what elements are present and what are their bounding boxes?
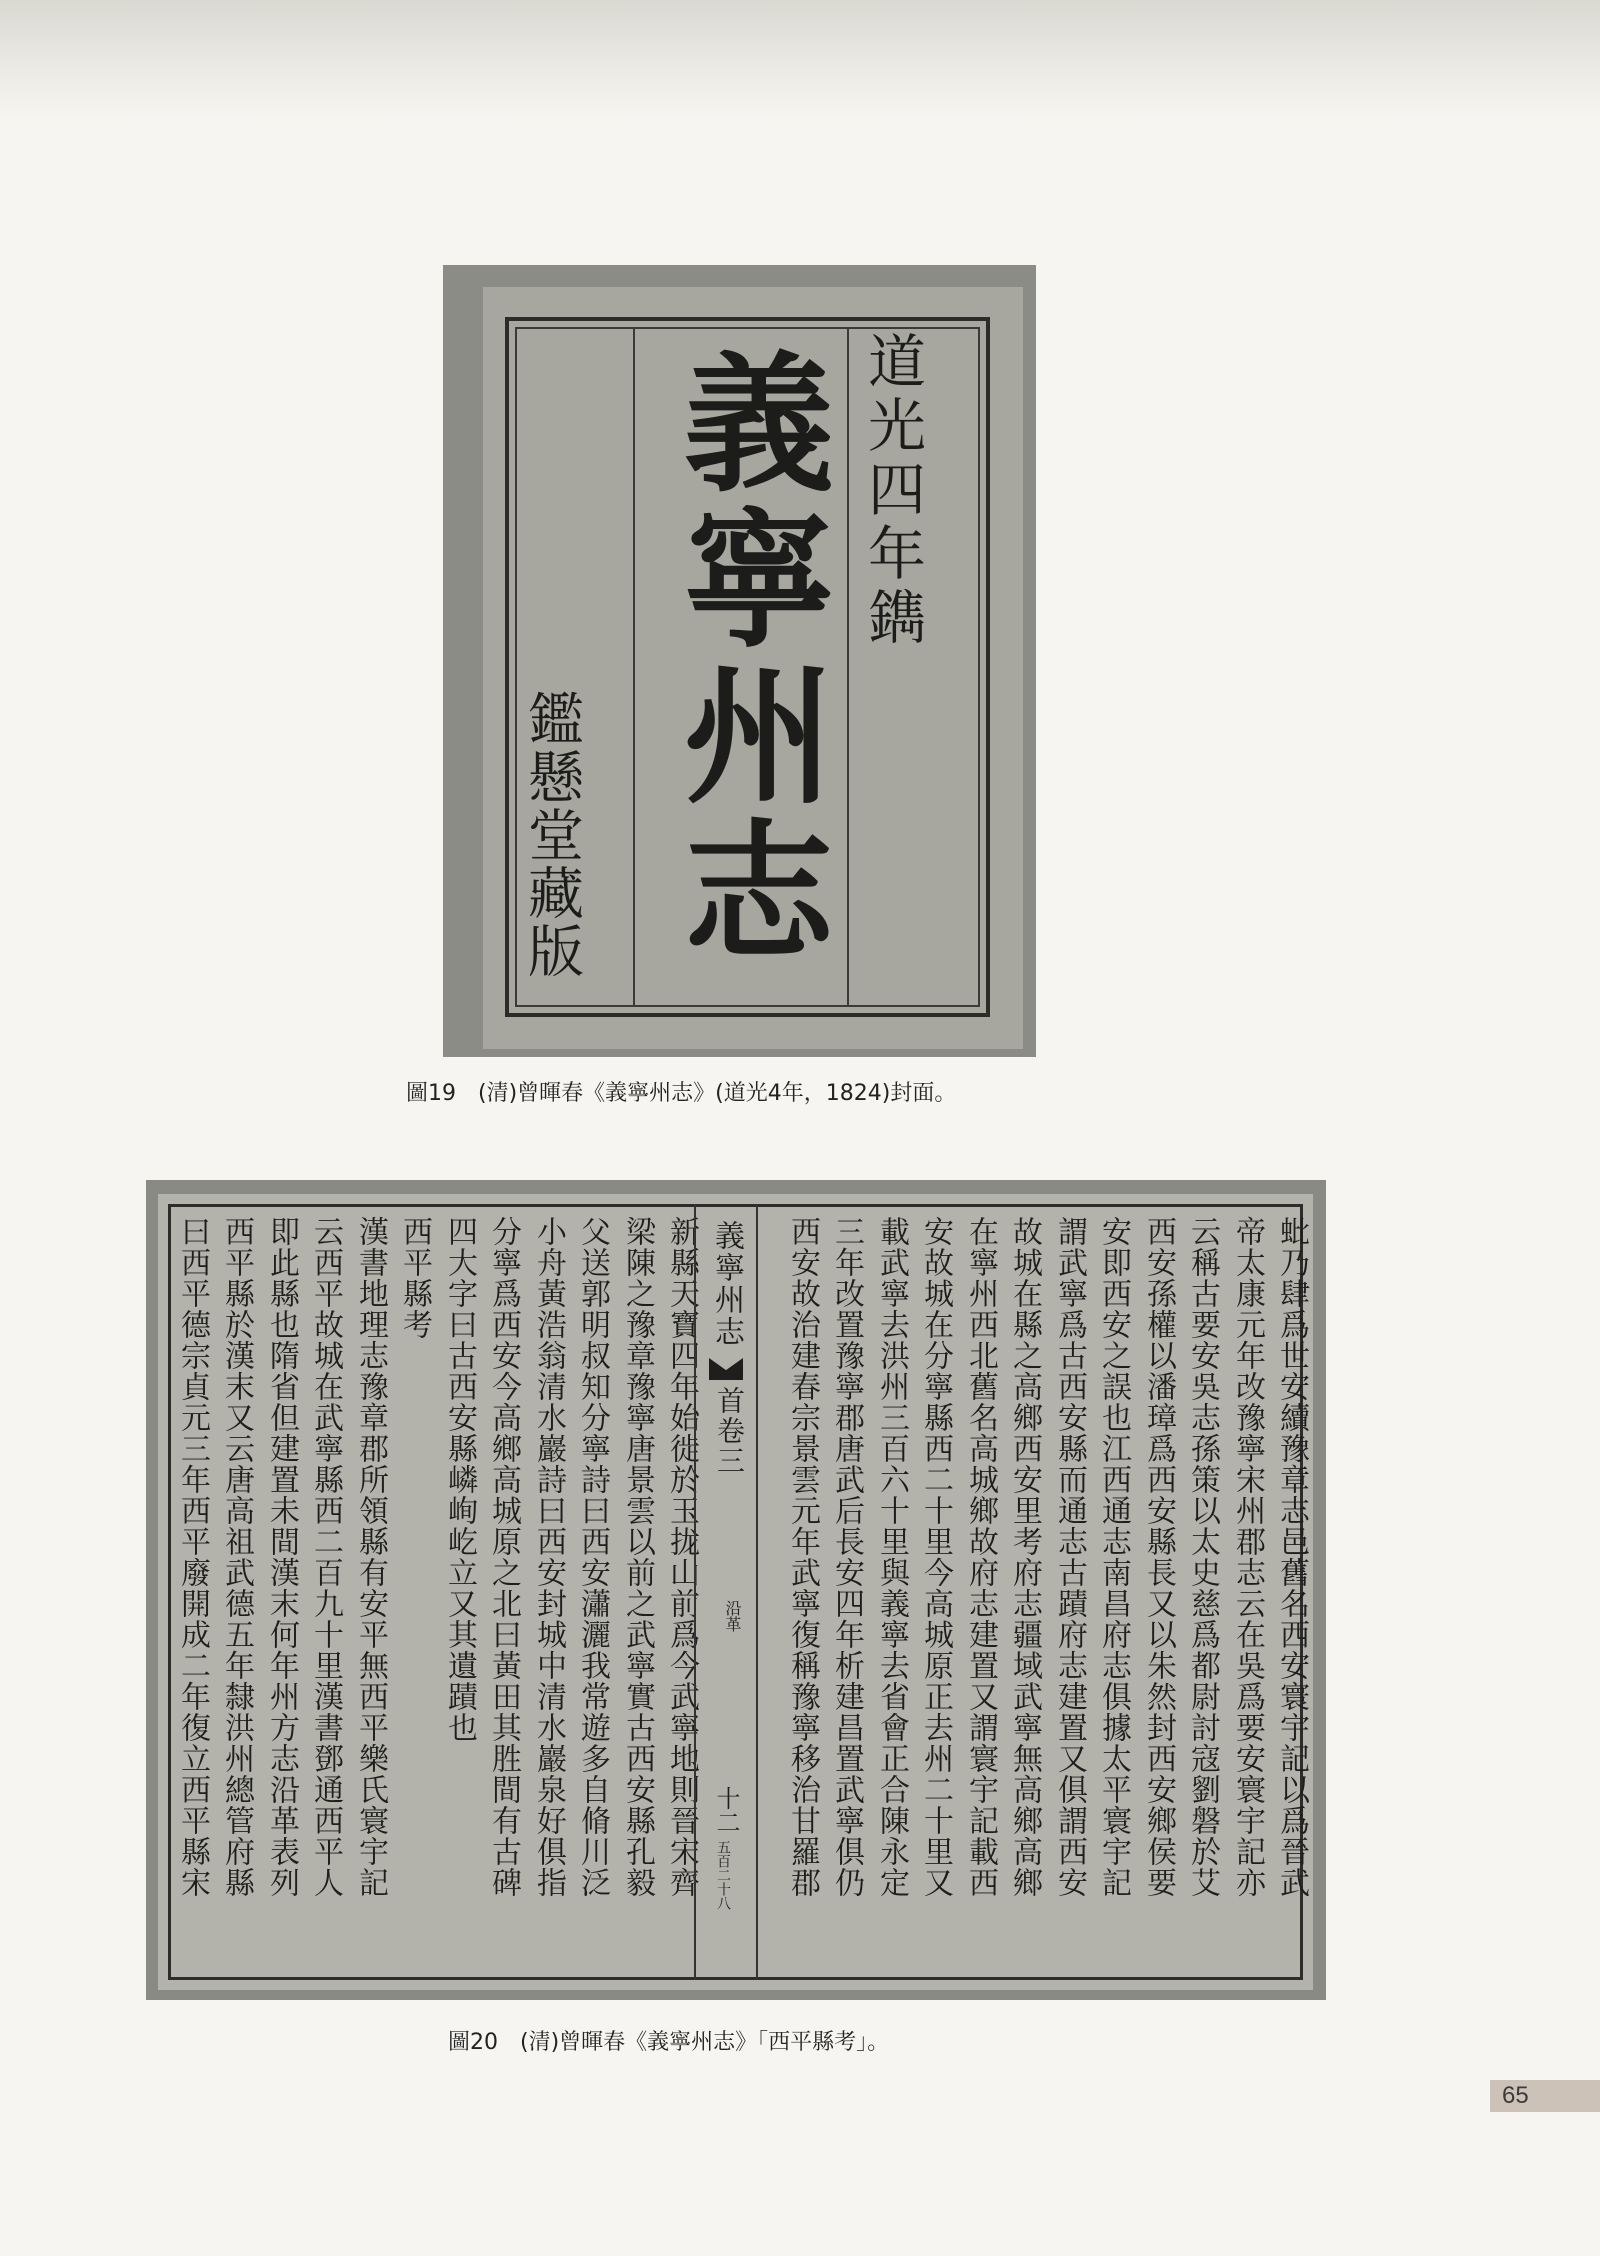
text-column: 云稱古要安吳志孫策以太史慈爲都尉討寇劉磐於艾 <box>1185 1216 1220 1898</box>
text-column: 安故城在分寧縣西二十里今高城原正去州二十里又 <box>918 1216 953 1898</box>
text-column: 故城在縣之高鄉西安里考府志疆域武寧無高鄉高鄉 <box>1007 1216 1042 1898</box>
cover-column-rule <box>847 327 849 1007</box>
text-column: 西安孫權以潘璋爲西安縣長又以朱然封西安鄉侯要 <box>1141 1216 1176 1898</box>
text-column: 在寧州西北舊名高城鄉故府志建置又謂寰宇記載西 <box>963 1216 998 1898</box>
text-column: 云西平故城在武寧縣西二百九十里漢書鄧通西平人 <box>308 1216 343 1898</box>
text-column: 父送郭明叔知分寧詩曰西安瀟灑我常遊多自脩川泛 <box>575 1216 610 1898</box>
cover-date-text: 道光四年鐫 <box>858 331 926 651</box>
text-column: 安即西安之誤也江西通志南昌府志俱據太平寰宇記 <box>1096 1216 1131 1898</box>
text-column: 蚍乃肆爲世安續豫章志邑舊名西安寰宇記以爲晉武 <box>1274 1216 1309 1898</box>
text-column: 曰西平德宗貞元三年西平廢開成二年復立西平縣宋 <box>175 1216 210 1898</box>
text-column: 新縣天寶四年始徙於玉拢山前爲今武寧地則晉宋齊 <box>664 1216 699 1898</box>
cover-column-rule <box>633 327 635 1007</box>
page-number-tab <box>1490 2080 1600 2112</box>
text-column: 梁陳之豫章豫寧唐景雲以前之武寧實古西安縣孔毅 <box>620 1216 655 1898</box>
figure-20-caption: 圖20 (清)曾暉春《義寧州志》「西平縣考」。 <box>448 2030 890 2055</box>
text-column: 西平縣考 <box>397 1216 432 1340</box>
cover-publisher-text: 鑑懸堂藏版 <box>519 690 584 980</box>
center-volume-text: 首卷三 <box>713 1386 746 1476</box>
text-column: 漢書地理志豫章郡所領縣有安平無西平樂氏寰宇記 <box>353 1216 388 1898</box>
text-column: 西安故治建春宗景雲元年武寧復稱豫寧移治甘羅郡 <box>785 1216 820 1898</box>
figure-19-cover-image <box>443 265 1036 1057</box>
text-column: 分寧爲西安今高鄉高城原之北曰黃田其胜間有古碑 <box>486 1216 521 1898</box>
cover-title-text: 義寧州志 <box>658 345 834 969</box>
center-section-text: 沿革 <box>723 1600 742 1632</box>
text-column: 載武寧去洪州三百六十里與義寧去省會正合陳永定 <box>874 1216 909 1898</box>
text-column: 小舟黃浩翁清水巖詩曰西安封城中清水巖泉好俱指 <box>531 1216 566 1898</box>
text-column: 即此縣也隋省但建置未間漢末何年州方志沿革表列 <box>264 1216 299 1898</box>
center-folio-text: 十二 <box>712 1786 740 1834</box>
page-number: 65 <box>1502 2082 1529 2109</box>
text-column: 四大字曰古西安縣嶙峋屹立又其遺蹟也 <box>442 1216 477 1743</box>
center-title-text: 義寧州志 <box>709 1220 744 1348</box>
scan-top-shadow <box>0 0 1600 120</box>
center-mark-text: 五百二十八 <box>715 1840 731 1910</box>
text-column: 謂武寧爲古西安縣而通志古蹟府志建置又俱謂西安 <box>1052 1216 1087 1898</box>
figure-20-text-page-image <box>146 1180 1326 2000</box>
text-column: 三年改置豫寧郡唐武后長安四年析建昌置武寧俱仍 <box>829 1216 864 1898</box>
figure-19-caption: 圖19 (清)曾暉春《義寧州志》(道光4年，1824)封面。 <box>406 1081 957 1106</box>
text-column: 西平縣於漢末又云唐高祖武德五年隸洪州總管府縣 <box>219 1216 254 1898</box>
text-column: 帝太康元年改豫寧宋州郡志云在吳爲要安寰宇記亦 <box>1230 1216 1265 1898</box>
